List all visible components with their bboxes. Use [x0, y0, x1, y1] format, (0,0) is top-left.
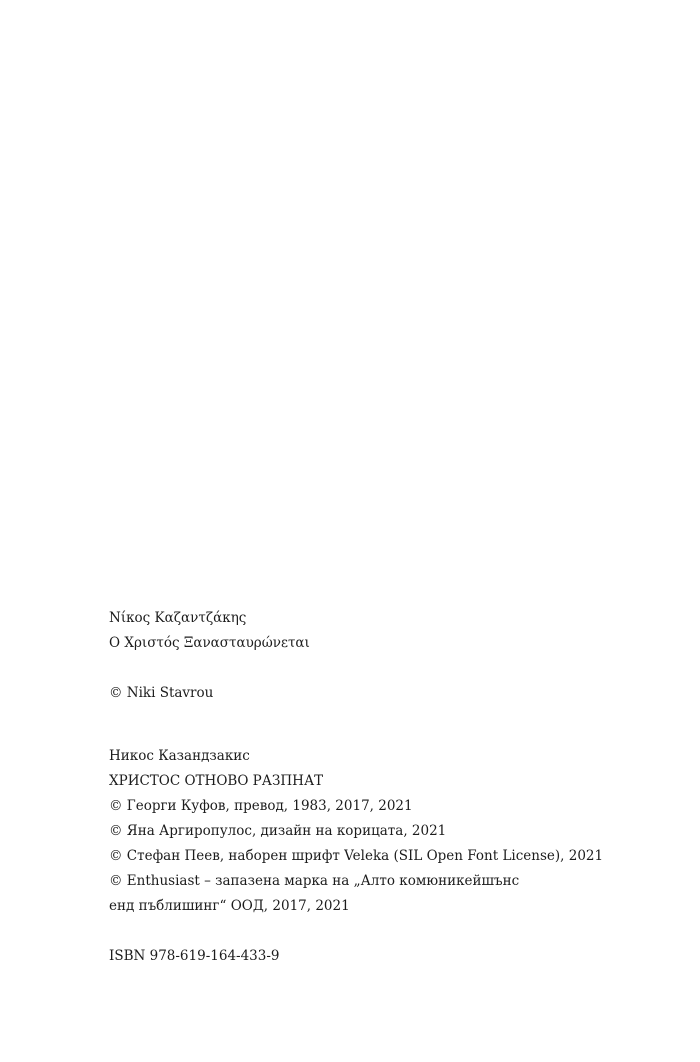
- original-author: Νίκος Καζαντζάκης: [109, 610, 247, 626]
- isbn-block: [109, 944, 669, 969]
- original-title: Ο Χριστός Ξανασταυρώνεται: [109, 635, 310, 651]
- original-copyright: © Niki Stavrou: [109, 685, 214, 701]
- original-block: [109, 606, 669, 656]
- copyright-page: [109, 606, 669, 969]
- cover-copyright: © Яна Аргиропулос, дизайн на корицата, 2021: [109, 823, 447, 839]
- edition-author: Никос Казандзакис: [109, 748, 250, 764]
- isbn: ISBN 978-619-164-433-9: [109, 948, 280, 964]
- publisher-copyright-line-2: енд пъблишинг“ ООД, 2017, 2021: [109, 898, 350, 914]
- publisher-copyright-line-1: © Enthusiast – запазена марка на „Алто комюникейшънс: [109, 873, 520, 889]
- font-copyright: © Стефан Пеев, наборен шрифт Veleka (SIL Open Font License), 2021: [109, 848, 604, 864]
- translation-copyright: © Георги Куфов, превод, 1983, 2017, 2021: [109, 798, 413, 814]
- edition-title: ХРИСТОС ОТНОВО РАЗПНАТ: [109, 773, 324, 789]
- edition-block: [109, 744, 669, 919]
- original-copyright-block: [109, 681, 669, 706]
